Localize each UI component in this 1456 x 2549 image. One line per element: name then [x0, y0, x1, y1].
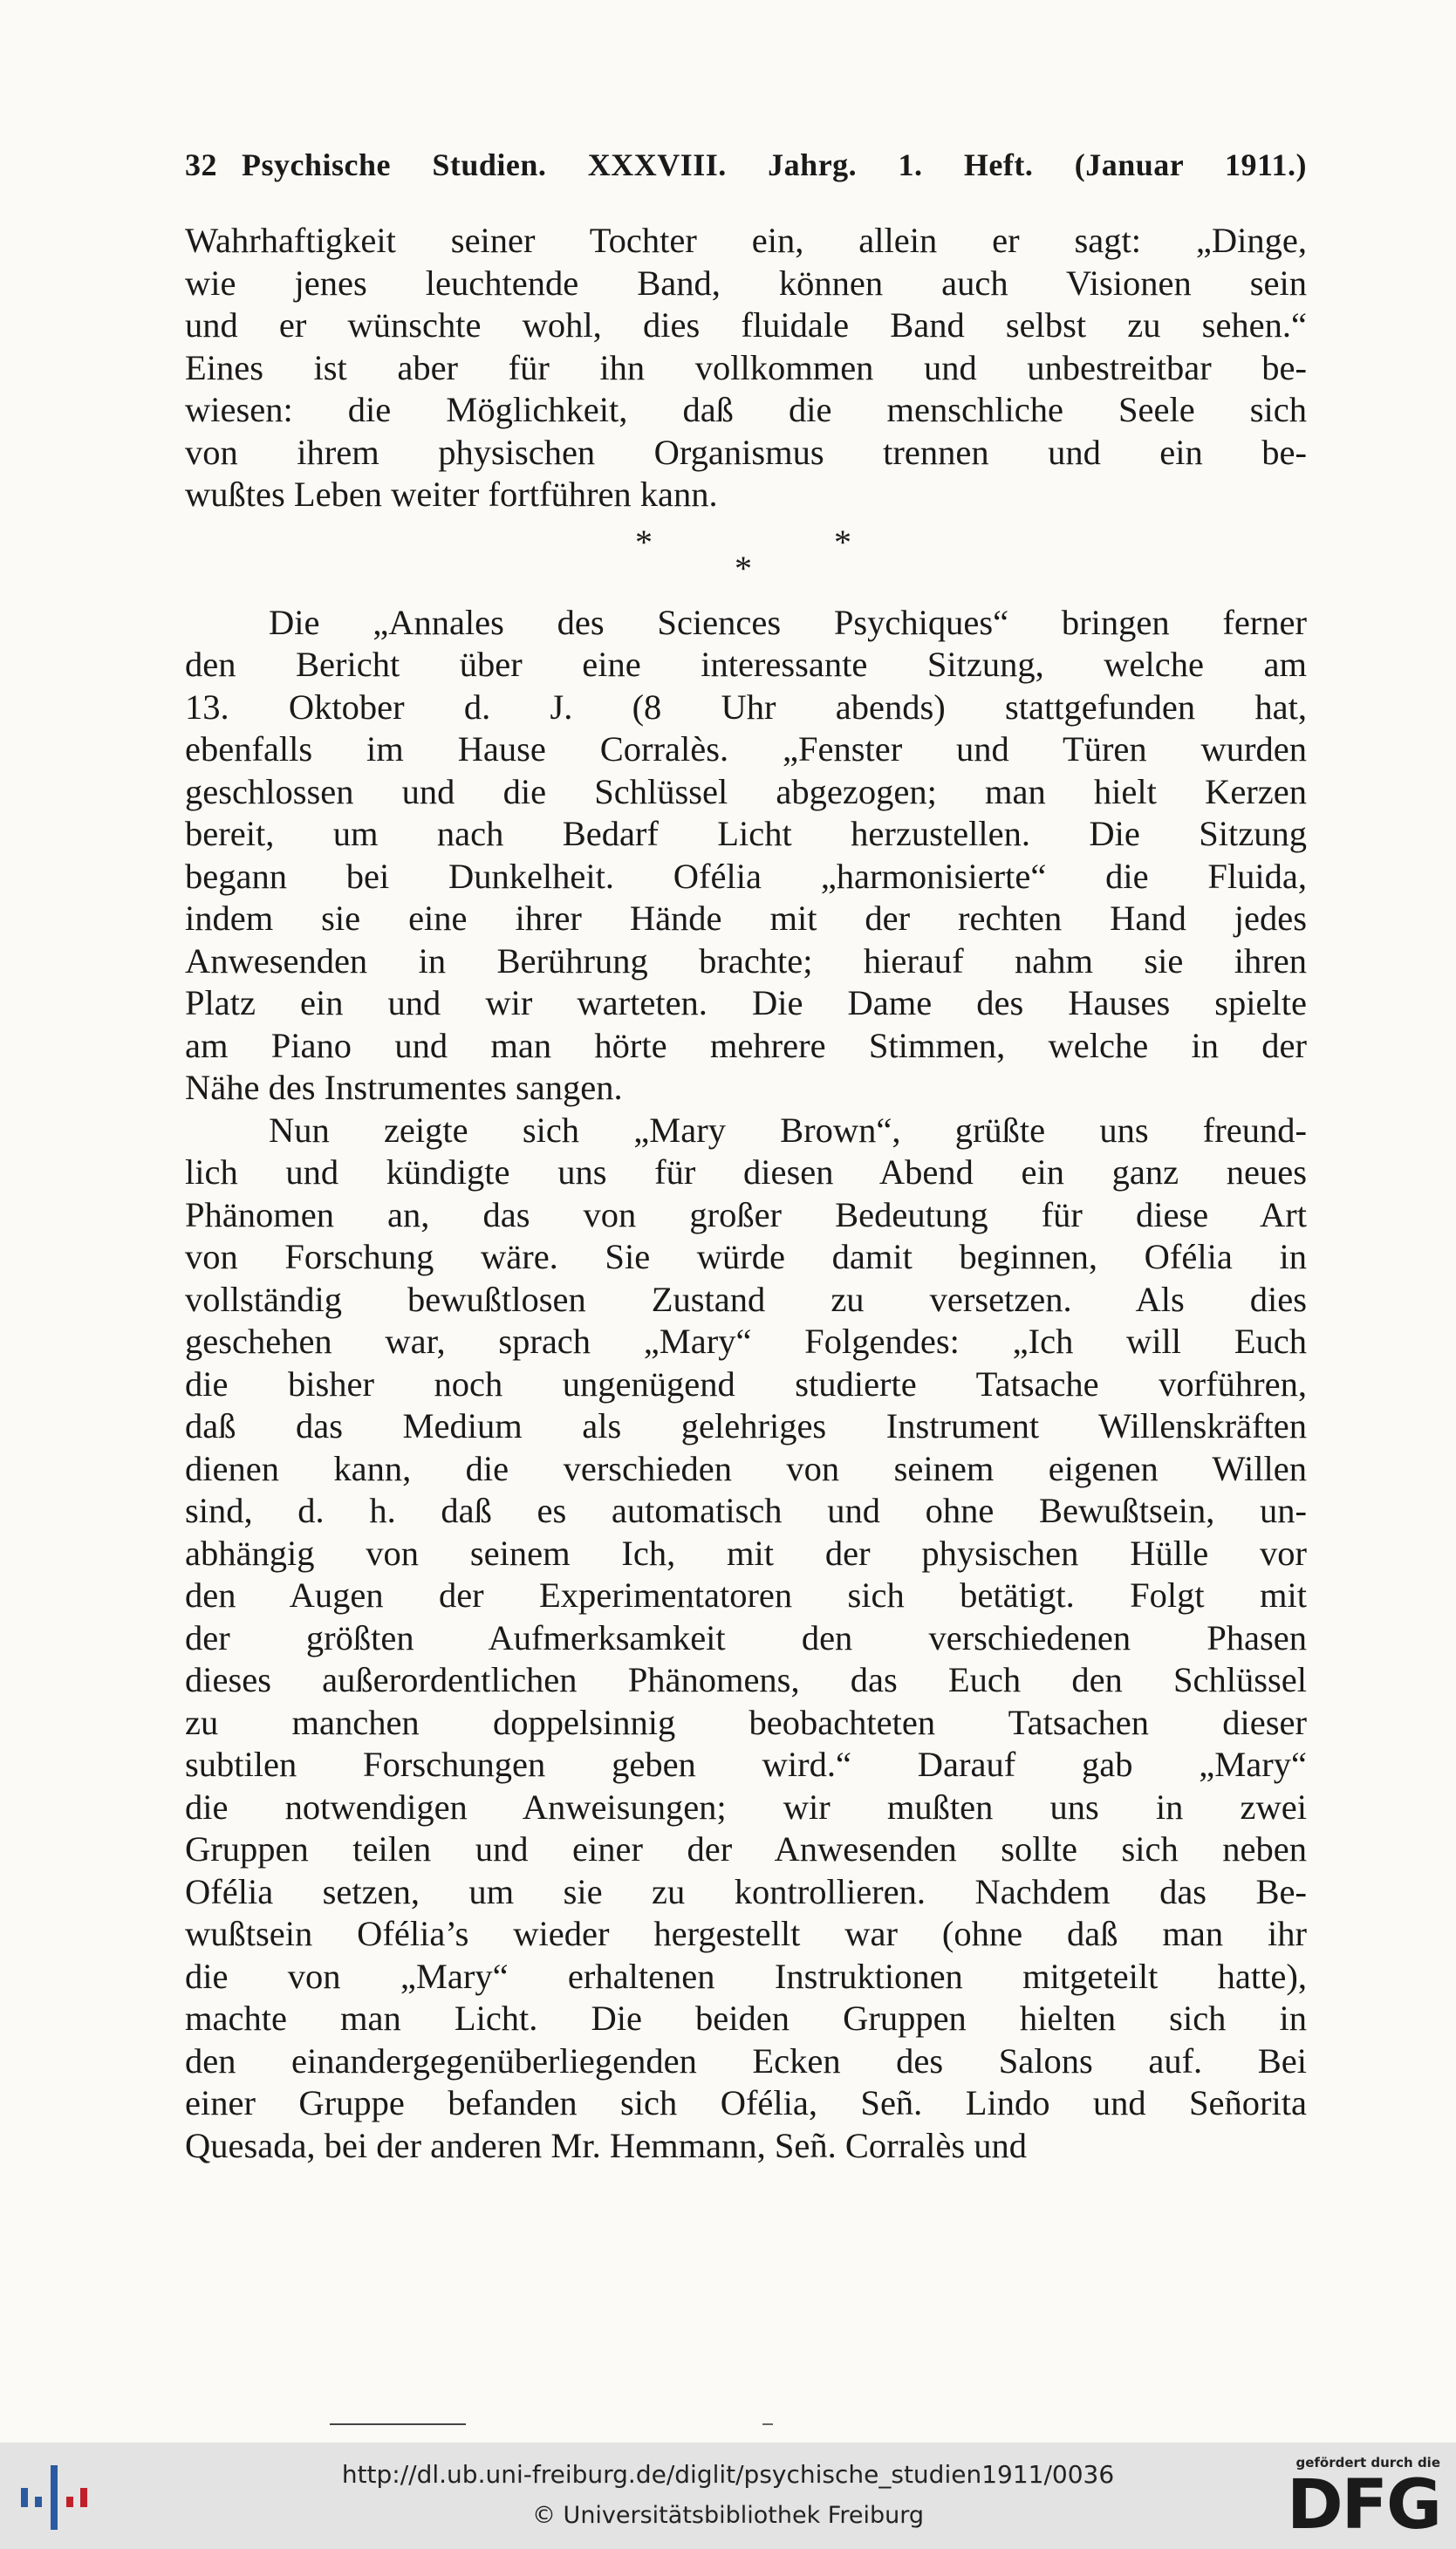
- footnote-mark: [762, 2423, 773, 2425]
- text-line: den Bericht über eine interessante Sitzung, welche am: [185, 645, 1307, 684]
- footnote-rule: [330, 2423, 466, 2425]
- text-line: sind, d. h. daß es automatisch und ohne Bewußtsein, un-: [185, 1491, 1307, 1530]
- text-line: lich und kündigte uns für diesen Abend ein ganz neues: [185, 1152, 1307, 1192]
- text-line: machte man Licht. Die beiden Gruppen hielten sich in: [185, 1999, 1307, 2038]
- text-line: geschlossen und die Schlüssel abgezogen; man hielt Kerzen: [185, 771, 1307, 811]
- text-line: den einandergegenüberliegenden Ecken des Salons auf. Bei: [185, 2040, 1307, 2081]
- dfg-logo: [1266, 2455, 1440, 2545]
- section-separator: [185, 516, 1307, 602]
- text-line: die bisher noch ungenügend studierte Tatsache vorführen,: [185, 1363, 1307, 1404]
- text-line: bereit, um nach Bedarf Licht herzustellen. Die Sitzung: [185, 814, 1307, 853]
- text-line: wiesen: die Möglichkeit, daß die menschliche Seele sich: [185, 390, 1307, 429]
- text-line: Eines ist aber für ihn vollkommen und unbestreitbar be-: [185, 347, 1307, 387]
- text-line: wußtes Leben weiter fortführen kann.: [185, 475, 718, 514]
- text-line: 13. Oktober d. J. (8 Uhr abends) stattgefunden hat,: [185, 687, 1307, 727]
- text-line: am Piano und man hörte mehrere Stimmen, welche in der: [185, 1025, 1307, 1065]
- text-line: die notwendigen Anweisungen; wir mußten uns in zwei: [185, 1787, 1307, 1827]
- text-line: ebenfalls im Hause Corralès. „Fenster und Türen wurden: [185, 729, 1307, 769]
- text-line: subtilen Forschungen geben wird.“ Darauf gab „Mary“: [185, 1745, 1307, 1784]
- text-line: Gruppen teilen und einer der Anwesenden sollte sich neben: [185, 1829, 1307, 1869]
- text-line: indem sie eine ihrer Hände mit der rechten Hand jedes: [185, 899, 1307, 938]
- text-line: den Augen der Experimentatoren sich betätigt. Folgt mit: [185, 1575, 1307, 1615]
- text-line: Wahrhaftigkeit seiner Tochter ein, allein er sagt: „Dinge,: [185, 221, 1307, 260]
- text-line: Nähe des Instrumentes sangen.: [185, 1068, 623, 1107]
- dfg-tagline: gefördert durch die: [1295, 2455, 1440, 2470]
- text-line: Die „Annales des Sciences Psychiques“ bringen ferner: [269, 602, 1307, 642]
- text-line: wußtsein Ofélia’s wieder hergestellt war (ohne daß man ihr: [185, 1914, 1307, 1953]
- dfg-wordmark: DFG: [1286, 2466, 1440, 2545]
- text-line: vollständig bewußtlosen Zustand zu versetzen. Als dies: [185, 1279, 1307, 1319]
- viewer-footer: [0, 2443, 1456, 2549]
- text-line: wie jenes leuchtende Band, können auch Visionen sein: [185, 263, 1307, 303]
- text-line: von ihrem physischen Organismus trennen und ein be-: [185, 432, 1307, 472]
- text-line: die von „Mary“ erhaltenen Instruktionen mitgeteilt hatte),: [185, 1956, 1307, 1996]
- text-line: Platz ein und wir warteten. Die Dame des Hauses spielte: [185, 983, 1307, 1022]
- page-number: 32: [185, 147, 217, 182]
- copyright-notice: © Universitätsbibliothek Freiburg: [531, 2502, 925, 2529]
- text-line: der größten Aufmerksamkeit den verschiedenen Phasen: [185, 1617, 1307, 1657]
- text-line: dieses außerordentlichen Phänomens, das Euch den Schlüssel: [185, 1660, 1307, 1699]
- text-line: abhängig von seinem Ich, mit der physischen Hülle vor: [185, 1533, 1307, 1573]
- text-line: einer Gruppe befanden sich Ofélia, Señ. Lindo und Señorita: [185, 2083, 1307, 2122]
- text-line: und er wünschte wohl, dies fluidale Band selbst zu sehen.“: [185, 305, 1307, 345]
- document-url-link[interactable]: http://dl.ub.uni-freiburg.de/diglit/psychische_studien1911/0036: [341, 2460, 1115, 2489]
- text-line: von Forschung wäre. Sie würde damit beginnen, Ofélia in: [185, 1237, 1307, 1276]
- body-text: [185, 220, 1307, 2167]
- separator-star: *: [834, 522, 851, 562]
- paragraph-2: [185, 602, 1307, 1110]
- text-line: Ofélia setzen, um sie zu kontrollieren. Nachdem das Be-: [185, 1871, 1307, 1911]
- text-line: begann bei Dunkelheit. Ofélia „harmonisierte“ die Fluida,: [185, 856, 1307, 896]
- paragraph-1: [185, 220, 1307, 516]
- text-line: Quesada, bei der anderen Mr. Hemmann, Señ. Corralès und: [185, 2125, 1027, 2165]
- text-line: zu manchen doppelsinnig beobachteten Tatsachen dieser: [185, 1702, 1307, 1742]
- separator-star: *: [735, 548, 752, 588]
- running-title: Psychische Studien. XXXVIII. Jahrg. 1. Heft. (Januar 1911.): [242, 147, 1307, 182]
- text-line: geschehen war, sprach „Mary“ Folgendes: „Ich will Euch: [185, 1322, 1307, 1361]
- text-line: Nun zeigte sich „Mary Brown“, grüßte uns freund-: [269, 1110, 1307, 1150]
- text-line: Phänomen an, das von großer Bedeutung für diese Art: [185, 1194, 1307, 1234]
- paragraph-3: [185, 1110, 1307, 2168]
- running-header: [185, 147, 1307, 183]
- text-line: dienen kann, die verschieden von seinem eigenen Willen: [185, 1448, 1307, 1488]
- separator-star: *: [635, 522, 653, 562]
- text-line: Anwesenden in Berührung brachte; hierauf nahm sie ihren: [185, 940, 1307, 981]
- text-line: daß das Medium als gelehriges Instrument Willenskräften: [185, 1406, 1307, 1445]
